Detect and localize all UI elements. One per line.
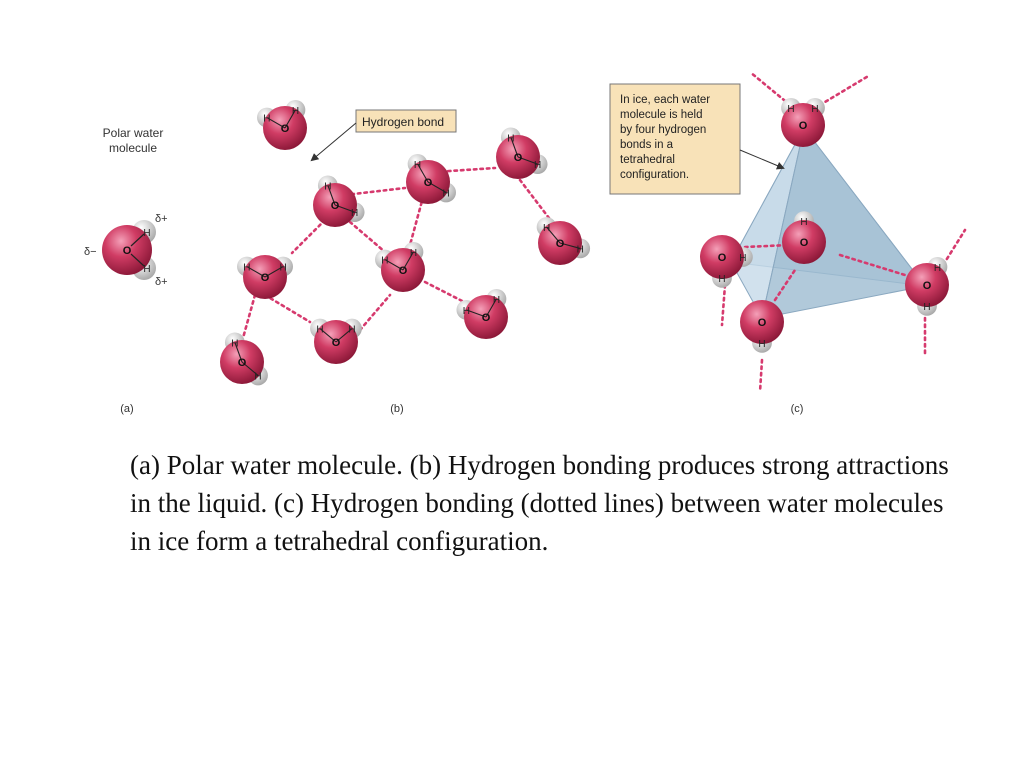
hydrogen-symbol: H (291, 105, 300, 117)
oxygen-symbol: O (331, 337, 341, 349)
hydrogen-symbol: H (739, 253, 747, 264)
panel-b (220, 100, 590, 415)
callout-line: tetrahedral (620, 154, 675, 166)
hydrogen-symbol: H (811, 103, 819, 115)
oxygen-symbol: O (280, 123, 290, 135)
hydrogen-symbol: H (462, 305, 470, 317)
delta-plus-top: δ+ (155, 213, 168, 225)
oxygen-symbol: O (717, 252, 727, 264)
hydrogen-symbol: H (351, 208, 359, 220)
oxygen-symbol: O (481, 312, 491, 324)
delta-minus: δ− (84, 246, 97, 258)
hydrogen-symbol: H (324, 181, 332, 193)
figure-caption: (a) Polar water molecule. (b) Hydrogen bonding produces strong attractions in the liquid. (c) Hydrogen bonding (dotted lines) between water molecules in ice form a tetrahedral configuration. (130, 450, 949, 556)
callout-line: bonds in a (620, 139, 674, 151)
hydrogen-symbol: H (758, 338, 766, 350)
water-molecule (310, 319, 362, 364)
hydrogen-symbol: H (143, 264, 151, 275)
callout-line: configuration. (620, 169, 690, 181)
hydrogen-symbol: H (263, 113, 271, 125)
water-molecule (406, 154, 456, 204)
oxygen-symbol: O (555, 238, 565, 250)
hydrogen-symbol: H (933, 262, 942, 274)
hydrogen-symbol: H (143, 228, 151, 239)
oxygen-symbol: O (798, 120, 808, 132)
oxygen-symbol: O (237, 357, 247, 369)
panel-a-label: (a) (120, 403, 134, 415)
oxygen-symbol: O (260, 272, 270, 284)
delta-plus-bottom: δ+ (155, 276, 168, 288)
hydrogen-symbol: H (576, 244, 584, 256)
callout-arrow (312, 123, 356, 160)
hydrogen-symbol: H (316, 324, 324, 336)
hydrogen-symbol: H (254, 371, 262, 383)
water-molecule (905, 257, 949, 316)
liquid-water-molecules (220, 100, 590, 385)
hydrogen-symbol: H (787, 103, 795, 115)
callout-ice (610, 84, 783, 194)
hydrogen-symbol: H (348, 324, 356, 336)
callout-line: In ice, each water (620, 94, 711, 106)
panel-a-title-line1: Polar water (102, 126, 164, 140)
tetrahedron (731, 128, 925, 318)
oxygen-symbol: O (922, 280, 932, 292)
hydrogen-symbol: H (442, 188, 450, 200)
panel-a-title-line2: molecule (108, 141, 158, 155)
water-molecule (740, 300, 784, 353)
oxygen-symbol: O (799, 237, 809, 249)
water-molecule (237, 255, 293, 299)
hydrogen-symbol: H (718, 273, 726, 285)
hydrogen-symbol: H (542, 222, 551, 234)
water-molecule (220, 332, 268, 385)
water-molecule (313, 175, 365, 227)
hydrogen-symbol: H (507, 133, 515, 145)
water-molecule (781, 98, 825, 147)
water-molecule (496, 127, 548, 179)
callout-line: by four hydrogen (620, 124, 707, 136)
callout-hydrogen-bond-text: Hydrogen bond (362, 115, 445, 129)
water-molecule (537, 217, 590, 265)
water-molecule (257, 100, 307, 150)
tetrahedron-front-right-face (762, 128, 925, 318)
hydrogen-symbol: H (923, 301, 931, 313)
panel-a (84, 126, 168, 415)
hydrogen-symbol: H (231, 338, 239, 350)
hydrogen-symbol: H (243, 262, 251, 274)
hydrogen-symbol: H (409, 247, 418, 259)
hydrogen-symbol: H (534, 160, 542, 172)
hydrogen-symbol: H (381, 255, 389, 267)
oxygen-symbol: O (757, 317, 767, 329)
hydrogen-symbol: H (492, 294, 501, 306)
callout-arrow (740, 150, 783, 168)
hydrogen-symbol: H (279, 262, 287, 274)
oxygen-symbol: O (513, 152, 523, 164)
oxygen-symbol: O (122, 245, 132, 257)
panel-c (610, 72, 965, 415)
oxygen-symbol: O (398, 265, 408, 277)
polar-water-molecule (102, 220, 156, 280)
panel-c-label: (c) (790, 403, 804, 415)
callout-hydrogen-bond (312, 110, 456, 160)
oxygen-symbol: O (330, 200, 340, 212)
hydrogen-symbol: H (800, 217, 808, 229)
oxygen-symbol: O (423, 177, 433, 189)
water-molecule (456, 289, 508, 339)
callout-line: molecule is held (620, 109, 703, 121)
hydrogen-symbol: H (413, 159, 422, 171)
panel-b-label: (b) (390, 403, 404, 415)
